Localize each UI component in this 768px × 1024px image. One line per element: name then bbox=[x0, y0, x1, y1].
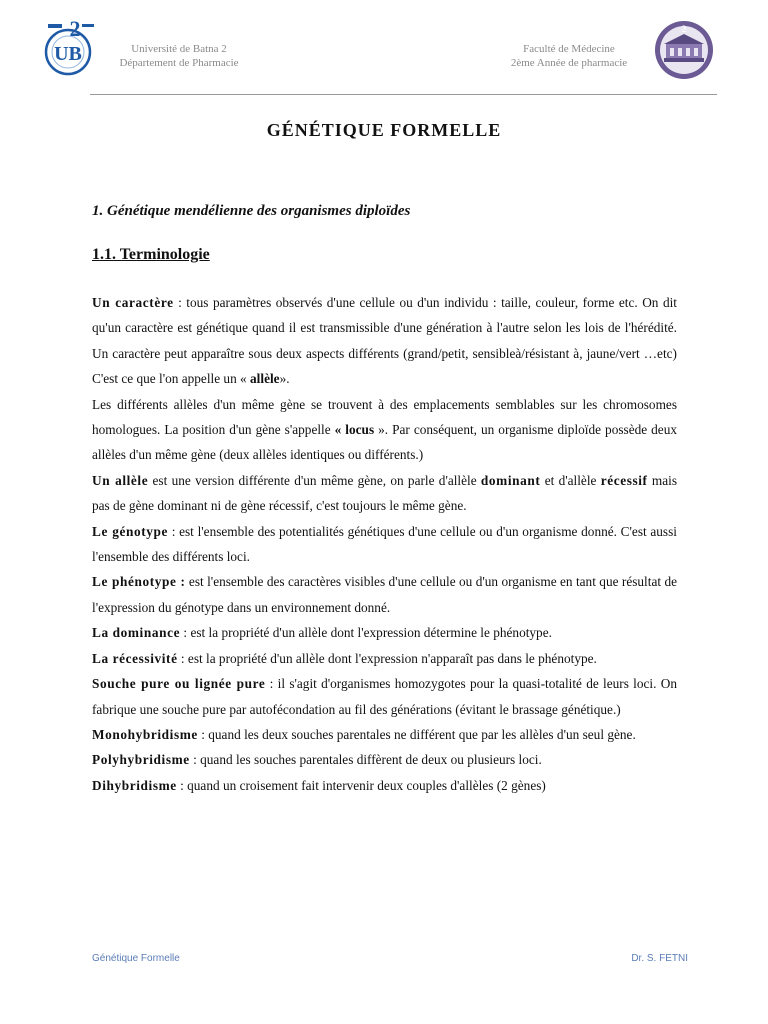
header-department-name: Département de Pharmacie bbox=[119, 56, 239, 69]
paragraph-souche-pure: Souche pure ou lignée pure : il s'agit d'organismes homozygotes pour la quasi-totalité de leurs loci. On fabrique une souche pure par autofécondation au fil des générations (évitant le brassage génétique.) bbox=[92, 676, 677, 717]
svg-text:2: 2 bbox=[681, 24, 687, 34]
header-university bbox=[104, 43, 254, 70]
header-university-name: Université de Batna 2 bbox=[131, 43, 227, 55]
svg-text:UB: UB bbox=[54, 43, 82, 65]
paragraph-phenotype: Le phénotype : est l'ensemble des caractères visibles d'une cellule ou d'un organisme en tant que résultat de l'expression du génotype dans un environnement donné. bbox=[92, 574, 678, 615]
term-caractere: Un caractère bbox=[92, 295, 174, 310]
svg-text:2: 2 bbox=[69, 16, 81, 41]
term-recessivite: La récessivité bbox=[92, 650, 178, 666]
term-allele: Un allèle bbox=[92, 472, 149, 488]
header-year-name: 2ème Année de pharmacie bbox=[510, 56, 628, 69]
section-heading-1-1: 1.1. Terminologie bbox=[92, 246, 210, 263]
header-faculty-name: Faculté de Médecine bbox=[523, 43, 615, 55]
header-faculty bbox=[494, 43, 644, 70]
faculty-seal bbox=[652, 20, 716, 80]
paragraph-dihybridisme: Dihybridisme : quand un croisement fait intervenir deux couples d'allèles (2 gènes) bbox=[92, 777, 546, 793]
paragraph-caractere: Un caractère : tous paramètres observés d'une cellule ou d'un individu : taille, couleur, forme etc. On dit qu'un caractère est génétique quand il est transmissible d'une génération à l'autre selon les lois de l'hérédité. Un caractère peut apparaître sous deux aspects différents (grand/petit, sensibleà/résistant à, jaune/vert …etc) C'est ce que l'on appelle un « allèle». bbox=[92, 295, 677, 387]
term-genotype: Le génotype bbox=[92, 523, 169, 539]
paragraph-allele: Un allèle est une version différente d'un même gène, on parle d'allèle dominant et d'allèle récessif mais pas de gène dominant ni de gène récessif, c'est toujours le même gène. bbox=[92, 472, 677, 514]
term-souche-pure: Souche pure ou lignée pure bbox=[92, 676, 266, 692]
paragraph-genotype: Le génotype : est l'ensemble des potentialités génétiques d'une cellule ou d'un organisme donné. C'est aussi l'ensemble des différents loci. bbox=[92, 523, 677, 565]
page-header bbox=[0, 0, 768, 96]
paragraph-polyhybridisme: Polyhybridisme : quand les souches parentales diffèrent de deux ou plusieurs loci. bbox=[92, 752, 542, 768]
term-dominant: dominant bbox=[480, 472, 541, 488]
term-dominance: La dominance bbox=[92, 625, 181, 641]
paragraph-monohybridisme: Monohybridisme : quand les deux souches parentales ne différent que par les allèles d'un seul gène. bbox=[92, 726, 636, 742]
term-recessif: récessif bbox=[600, 472, 648, 488]
term-allele-bold: allèle bbox=[250, 371, 280, 387]
header-divider bbox=[90, 94, 717, 95]
document-title: GÉNÉTIQUE FORMELLE bbox=[266, 120, 502, 140]
footer-author: Dr. S. FETNI bbox=[631, 953, 688, 964]
paragraph-recessivite: La récessivité : est la propriété d'un allèle dont l'expression n'apparaît pas dans le phénotype. bbox=[92, 650, 597, 666]
footer-course-title: Génétique Formelle bbox=[92, 953, 180, 964]
paragraph-dominance: La dominance : est la propriété d'un allèle dont l'expression détermine le phénotype. bbox=[92, 625, 552, 641]
term-monohybridisme: Monohybridisme bbox=[92, 726, 198, 742]
term-polyhybridisme: Polyhybridisme bbox=[92, 752, 190, 768]
term-phenotype: Le phénotype : bbox=[92, 574, 186, 590]
term-dihybridisme: Dihybridisme bbox=[92, 777, 177, 793]
university-logo bbox=[42, 16, 98, 82]
document-body bbox=[92, 290, 677, 798]
paragraph-locus: Les différents allèles d'un même gène se trouvent à des emplacements semblables sur les chromosomes homologues. La position d'un gène s'appelle « locus ». Par conséquent, un organisme diploïde possède deux allèles d'un même gène (deux allèles identiques ou différents.) bbox=[92, 396, 677, 463]
term-locus: « locus bbox=[334, 422, 375, 438]
section-heading-1: 1. Génétique mendélienne des organismes diploïdes bbox=[92, 203, 411, 219]
